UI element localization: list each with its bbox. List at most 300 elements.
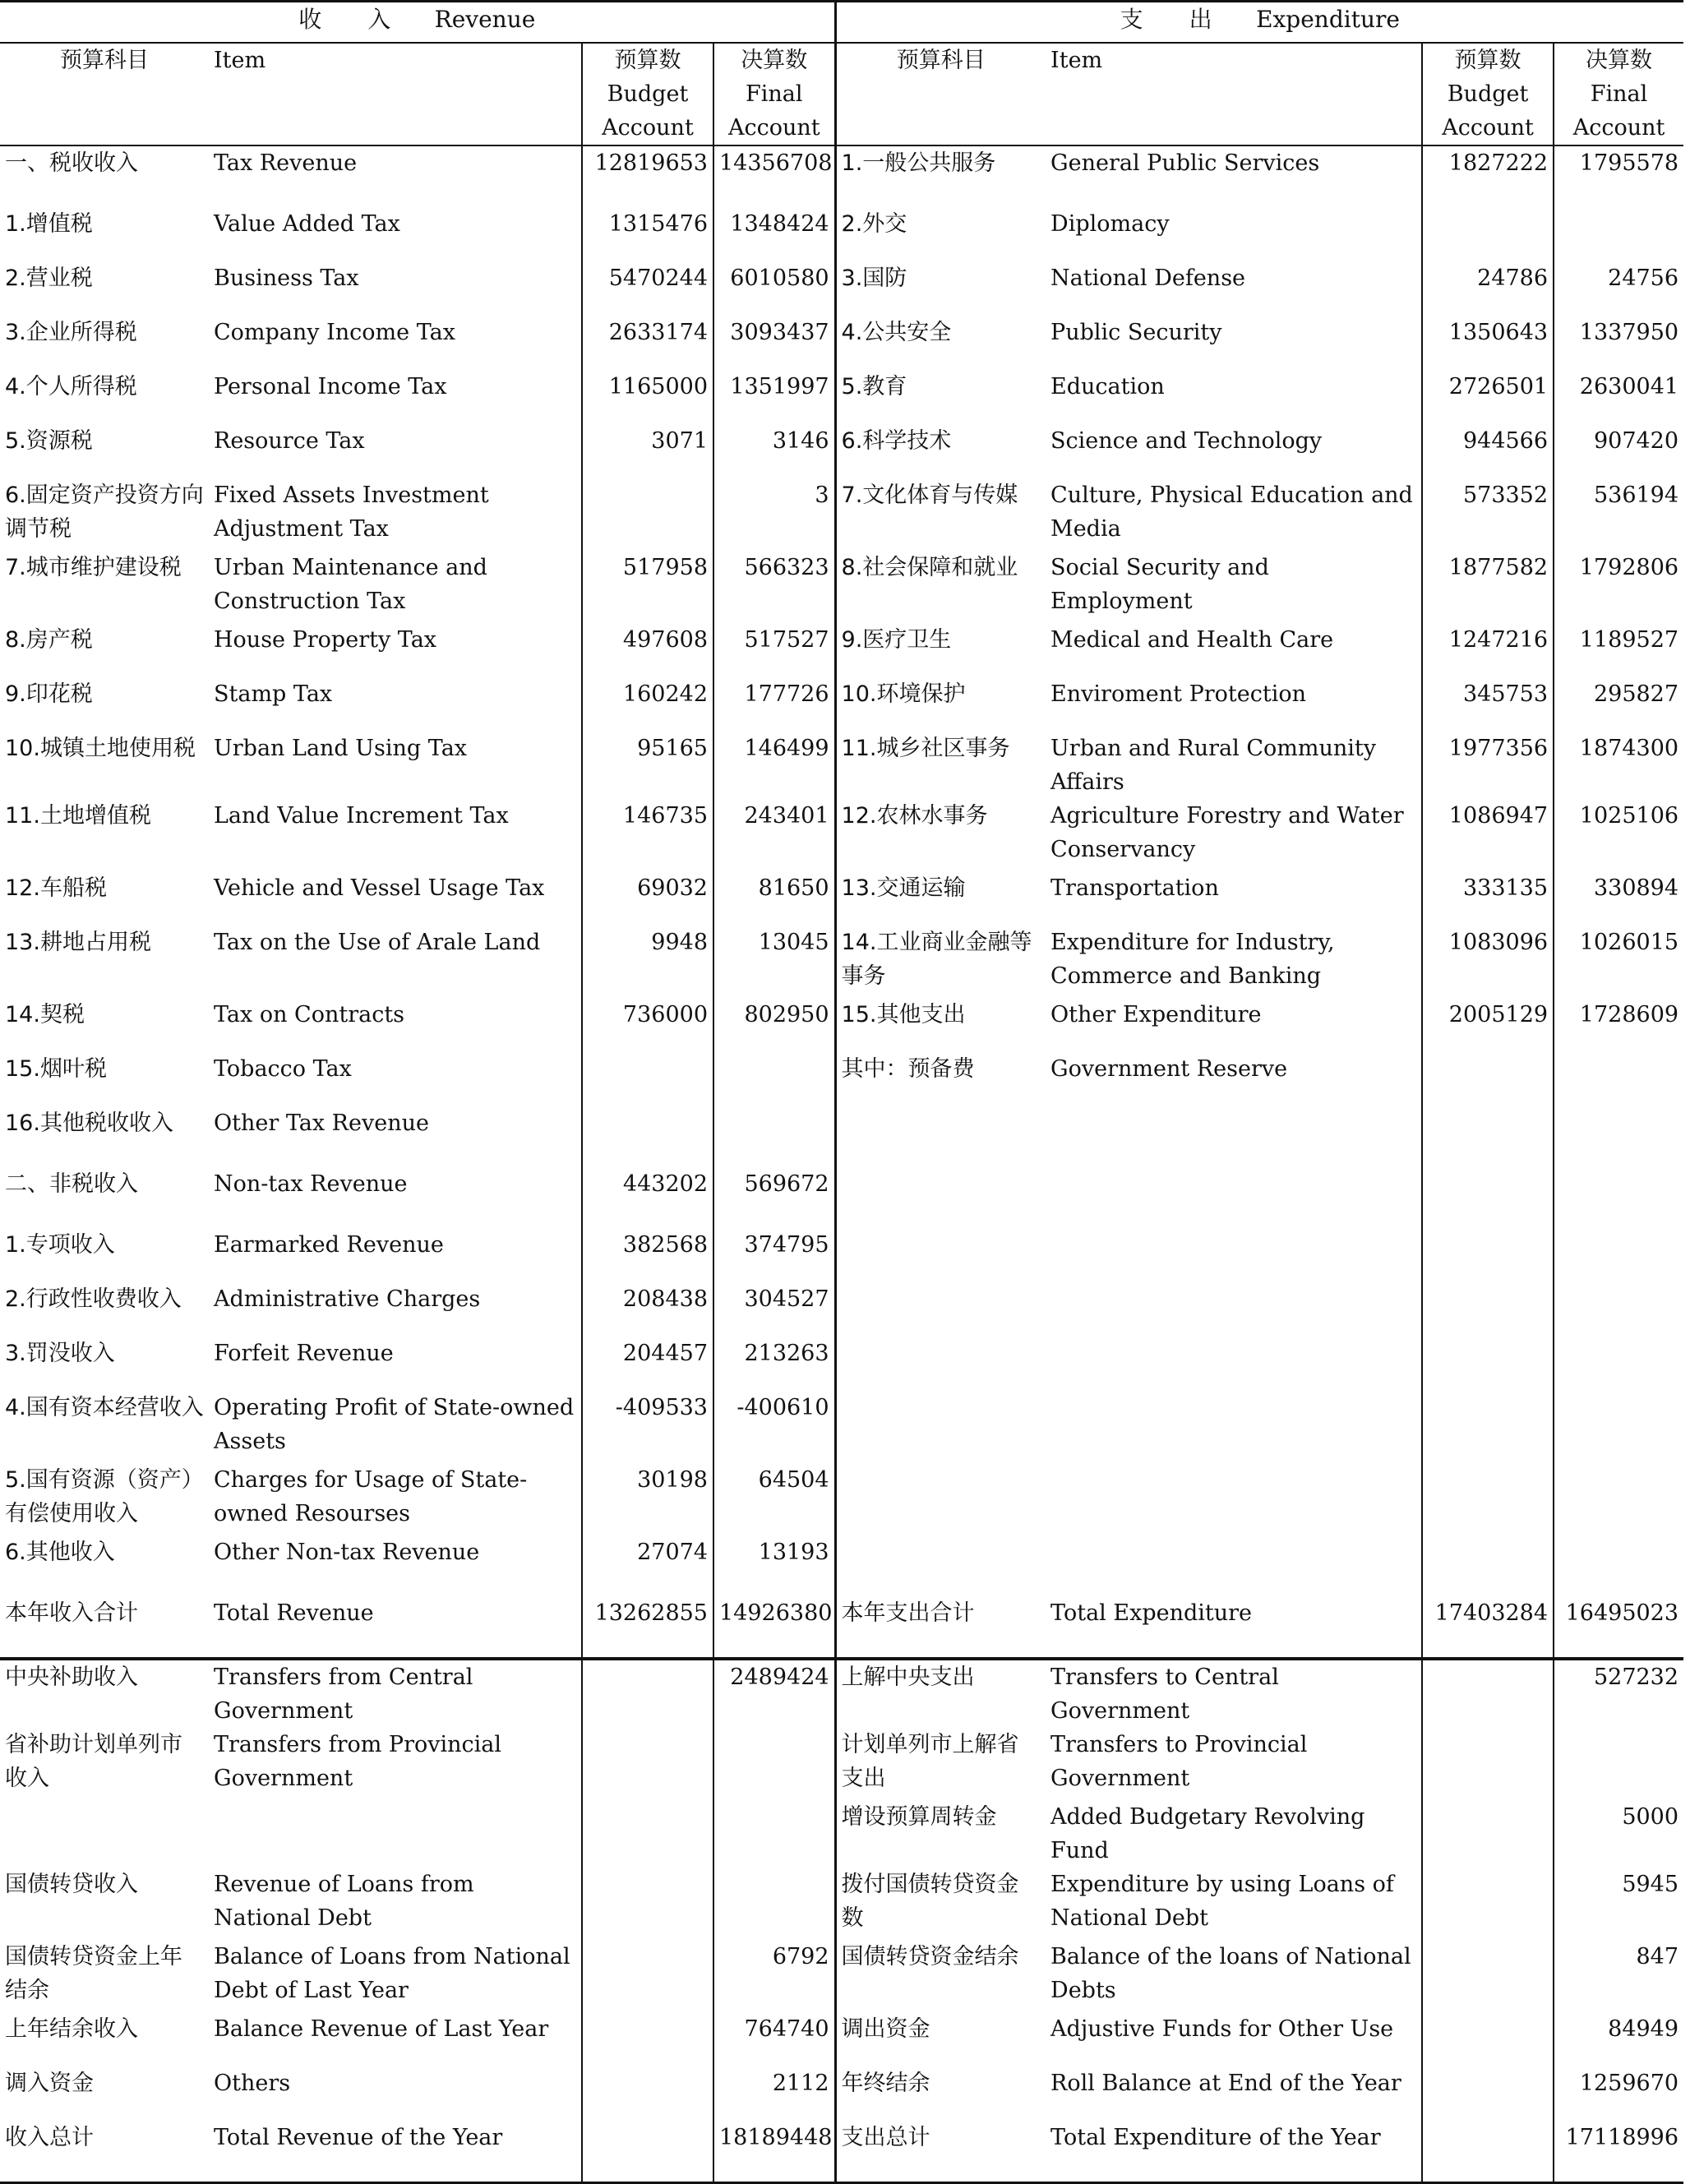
exp-subject-cell: 1.一般公共服务 — [841, 150, 996, 176]
transfer-row — [0, 1868, 1683, 1940]
exp-budget-cell: 2005129 — [1422, 998, 1554, 1052]
exp-final-en1: Final — [1590, 81, 1648, 107]
exp-budget-en2: Account — [1442, 114, 1534, 141]
exp-subject-cell — [835, 1337, 1046, 1391]
table-row — [0, 1282, 1683, 1337]
rev-subject-cell: 3.企业所得税 — [5, 319, 137, 345]
exp-final-cell: 527232 — [1554, 1659, 1683, 1728]
rev-subject-cell: 上年结余收入 — [5, 2015, 138, 2042]
table-row — [0, 370, 1683, 424]
exp-budget-cell — [1422, 1463, 1554, 1535]
exp-budget-cell — [1422, 1052, 1554, 1106]
rev-item-cell: Other Non-tax Revenue — [209, 1535, 582, 1596]
exp-subject-cell: 10.环境保护 — [841, 681, 966, 707]
exp-item-cell: Enviroment Protection — [1046, 677, 1422, 732]
exp-col-final — [1554, 43, 1683, 145]
exp-final-cell: 330894 — [1554, 871, 1683, 926]
table-row — [0, 623, 1683, 677]
total-rev-budget: 13262855 — [582, 1596, 713, 1659]
rev-subject-cell: 省补助计划单列市收入 — [5, 1731, 182, 1791]
table-row — [0, 1391, 1683, 1463]
exp-subject-cell: 13.交通运输 — [841, 875, 966, 901]
rev-item-cell: Operating Profit of State-owned Assets — [209, 1391, 582, 1463]
exp-final-cell: 295827 — [1554, 677, 1683, 732]
rev-item-cell: Tobacco Tax — [209, 1052, 582, 1106]
table-row — [0, 799, 1683, 871]
exp-budget-cell: 24786 — [1422, 261, 1554, 316]
table-row — [0, 1337, 1683, 1391]
total-exp-en: Total Expenditure — [1046, 1596, 1422, 1659]
exp-item-cell: Science and Technology — [1046, 424, 1422, 478]
exp-item-cell: Education — [1046, 370, 1422, 424]
rev-budget-cell: 3071 — [582, 424, 713, 478]
exp-final-cell: 1189527 — [1554, 623, 1683, 677]
exp-budget-cell: 1083096 — [1422, 926, 1554, 998]
rev-final-cell: 304527 — [713, 1282, 835, 1337]
rev-item-cell: Vehicle and Vessel Usage Tax — [209, 871, 582, 926]
rev-item-cell: House Property Tax — [209, 623, 582, 677]
rev-budget-cell — [582, 1728, 713, 1800]
rev-budget-cell: 160242 — [582, 677, 713, 732]
exp-budget-cell: 1086947 — [1422, 799, 1554, 871]
exp-final-cell: 1795578 — [1554, 145, 1683, 207]
rev-final-zh: 决算数 — [741, 47, 808, 73]
table-row — [0, 1167, 1683, 1228]
exp-item-cell — [1046, 1391, 1422, 1463]
section-header-row — [0, 2, 1683, 43]
rev-final-cell: 517527 — [713, 623, 835, 677]
table-row — [0, 732, 1683, 799]
rev-item-cell: Other Tax Revenue — [209, 1106, 582, 1167]
exp-item-cell: Other Expenditure — [1046, 998, 1422, 1052]
exp-final-cell: 2630041 — [1554, 370, 1683, 424]
rev-item-cell: Balance Revenue of Last Year — [209, 2012, 582, 2066]
rev-final-cell: 64504 — [713, 1463, 835, 1535]
rev-subject-cell: 调入资金 — [5, 2070, 94, 2096]
rev-budget-cell: 736000 — [582, 998, 713, 1052]
rev-subject-cell: 3.罚没收入 — [5, 1340, 115, 1366]
exp-budget-cell: 1350643 — [1422, 316, 1554, 370]
rev-subject-cell: 7.城市维护建设税 — [5, 554, 182, 580]
rev-final-cell: 13045 — [713, 926, 835, 998]
exp-subject-cell: 14.工业商业金融等事务 — [841, 929, 1032, 989]
exp-budget-cell: 1877582 — [1422, 551, 1554, 623]
exp-final-cell — [1554, 1167, 1683, 1228]
exp-item-cell — [1046, 1337, 1422, 1391]
rev-item-cell: Non-tax Revenue — [209, 1167, 582, 1228]
exp-subject-cell: 15.其他支出 — [841, 1001, 966, 1027]
exp-item-cell: Public Security — [1046, 316, 1422, 370]
exp-subject-cell — [835, 1228, 1046, 1282]
rev-final-cell: 802950 — [713, 998, 835, 1052]
rev-subject-cell: 5.资源税 — [5, 427, 93, 454]
exp-budget-zh: 预算数 — [1454, 47, 1521, 73]
rev-final-cell: 566323 — [713, 551, 835, 623]
exp-item-cell: Adjustive Funds for Other Use — [1046, 2012, 1422, 2066]
rev-budget-en2: Account — [602, 114, 694, 141]
rev-budget-cell: 27074 — [582, 1535, 713, 1596]
rev-subject-cell: 8.房产税 — [5, 626, 93, 653]
exp-item-cell — [1046, 1463, 1422, 1535]
exp-subject-cell: 增设预算周转金 — [841, 1803, 997, 1830]
rev-final-cell: 146499 — [713, 732, 835, 799]
rev-subject-cell: 4.个人所得税 — [5, 373, 137, 399]
exp-budget-cell: 1827222 — [1422, 145, 1554, 207]
exp-subject-cell: 其中：预备费 — [841, 1055, 975, 1082]
rev-subject-cell: 二、非税收入 — [5, 1170, 138, 1197]
exp-subject-cell — [835, 1463, 1046, 1535]
grand-exp-zh: 支出总计 — [841, 2124, 930, 2150]
exp-budget-cell — [1422, 1337, 1554, 1391]
exp-budget-cell — [1422, 1167, 1554, 1228]
table-row — [0, 871, 1683, 926]
table-row — [0, 478, 1683, 551]
table-row — [0, 551, 1683, 623]
exp-budget-cell: 573352 — [1422, 478, 1554, 551]
rev-item-cell: Transfers from Provincial Government — [209, 1728, 582, 1800]
rev-item-cell: Urban Land Using Tax — [209, 732, 582, 799]
expenditure-title-en: Expenditure — [1256, 6, 1400, 33]
rev-subject-cell: 2.营业税 — [5, 265, 93, 291]
rev-budget-cell — [582, 1868, 713, 1940]
exp-subject-cell: 年终结余 — [841, 2070, 930, 2096]
exp-budget-cell — [1422, 1228, 1554, 1282]
exp-budget-cell — [1422, 207, 1554, 261]
rev-final-cell: 374795 — [713, 1228, 835, 1282]
rev-subject-cell: 6.固定资产投资方向调节税 — [5, 482, 204, 542]
rev-budget-cell: 95165 — [582, 732, 713, 799]
rev-final-cell: 764740 — [713, 2012, 835, 2066]
exp-final-cell: 1025106 — [1554, 799, 1683, 871]
rev-item-cell: Urban Maintenance and Construction Tax — [209, 551, 582, 623]
rev-final-cell: 569672 — [713, 1167, 835, 1228]
rev-final-cell: 14356708 — [713, 145, 835, 207]
rev-final-cell: 177726 — [713, 677, 835, 732]
exp-final-cell: 24756 — [1554, 261, 1683, 316]
exp-item-cell — [1046, 1535, 1422, 1596]
total-rev-zh: 本年收入合计 — [5, 1600, 138, 1626]
rev-final-cell: 6792 — [713, 1940, 835, 2012]
rev-budget-cell — [582, 1940, 713, 2012]
rev-subject-cell: 2.行政性收费收入 — [5, 1286, 182, 1312]
rev-budget-cell: 443202 — [582, 1167, 713, 1228]
exp-item-cell: Culture, Physical Education and Media — [1046, 478, 1422, 551]
rev-item-cell: Business Tax — [209, 261, 582, 316]
exp-subject-cell — [835, 1391, 1046, 1463]
column-header-row — [0, 43, 1683, 145]
grand-exp-en: Total Expenditure of the Year — [1046, 2121, 1422, 2183]
exp-item-cell — [1046, 1106, 1422, 1167]
grand-rev-en: Total Revenue of the Year — [209, 2121, 582, 2183]
exp-subject-cell: 拨付国债转贷资金数 — [841, 1871, 1019, 1931]
exp-final-cell: 1792806 — [1554, 551, 1683, 623]
table-row — [0, 1106, 1683, 1167]
rev-final-cell: 243401 — [713, 799, 835, 871]
exp-col-item: Item — [1046, 43, 1422, 145]
exp-subject-cell: 2.外交 — [841, 210, 907, 237]
rev-item-cell — [209, 1800, 582, 1868]
rev-final-cell: 3 — [713, 478, 835, 551]
revenue-section-title — [0, 2, 835, 43]
rev-budget-cell — [582, 1659, 713, 1728]
exp-final-cell — [1554, 1337, 1683, 1391]
exp-col-budget — [1422, 43, 1554, 145]
rev-subject-cell: 6.其他收入 — [5, 1539, 115, 1565]
exp-final-en2: Account — [1572, 114, 1665, 141]
exp-budget-cell: 1977356 — [1422, 732, 1554, 799]
rev-budget-cell: 69032 — [582, 871, 713, 926]
exp-final-cell: 1874300 — [1554, 732, 1683, 799]
exp-item-cell: Transportation — [1046, 871, 1422, 926]
exp-subject-cell: 8.社会保障和就业 — [841, 554, 1018, 580]
rev-item-cell: Land Value Increment Tax — [209, 799, 582, 871]
exp-final-cell — [1554, 1728, 1683, 1800]
exp-item-cell: General Public Services — [1046, 145, 1422, 207]
rev-final-cell: 3093437 — [713, 316, 835, 370]
exp-final-cell — [1554, 1463, 1683, 1535]
rev-col-budget — [582, 43, 713, 145]
rev-budget-cell: 208438 — [582, 1282, 713, 1337]
rev-final-cell: 13193 — [713, 1535, 835, 1596]
exp-item-cell: Medical and Health Care — [1046, 623, 1422, 677]
exp-final-cell: 847 — [1554, 1940, 1683, 2012]
exp-item-cell: Diplomacy — [1046, 207, 1422, 261]
rev-budget-cell: 497608 — [582, 623, 713, 677]
table-row — [0, 1228, 1683, 1282]
rev-budget-cell — [582, 1800, 713, 1868]
exp-final-cell: 1259670 — [1554, 2066, 1683, 2121]
revenue-title-zh: 收 入 — [298, 6, 391, 33]
exp-budget-cell — [1422, 1728, 1554, 1800]
exp-subject-cell: 3.国防 — [841, 265, 907, 291]
rev-item-cell: Others — [209, 2066, 582, 2121]
exp-final-zh: 决算数 — [1586, 47, 1653, 73]
rev-final-en2: Account — [727, 114, 820, 141]
table-row — [0, 926, 1683, 998]
exp-budget-cell: 944566 — [1422, 424, 1554, 478]
table-row — [0, 145, 1683, 207]
main-rows — [0, 145, 1683, 1596]
total-exp-zh: 本年支出合计 — [841, 1600, 975, 1626]
exp-final-cell — [1554, 1282, 1683, 1337]
table-row — [0, 998, 1683, 1052]
exp-subject-cell: 计划单列市上解省支出 — [841, 1731, 1019, 1791]
rev-budget-cell — [582, 1052, 713, 1106]
rev-subject-cell: 中央补助收入 — [5, 1664, 138, 1690]
exp-item-cell: Urban and Rural Community Affairs — [1046, 732, 1422, 799]
rev-final-cell: 2112 — [713, 2066, 835, 2121]
exp-budget-cell: 2726501 — [1422, 370, 1554, 424]
rev-subject-cell — [0, 1800, 209, 1868]
exp-budget-cell — [1422, 2012, 1554, 2066]
exp-item-cell: Added Budgetary Revolving Fund — [1046, 1800, 1422, 1868]
rev-col-final — [713, 43, 835, 145]
table-row — [0, 316, 1683, 370]
transfer-row — [0, 1800, 1683, 1868]
totals-row — [0, 1596, 1683, 1659]
revenue-title-en: Revenue — [434, 6, 536, 33]
exp-subject-cell: 11.城乡社区事务 — [841, 735, 1010, 761]
exp-subject-cell: 9.医疗卫生 — [841, 626, 952, 653]
table-row — [0, 424, 1683, 478]
exp-item-cell — [1046, 1167, 1422, 1228]
rev-final-en1: Final — [746, 81, 803, 107]
rev-final-cell: 1348424 — [713, 207, 835, 261]
exp-item-cell: Roll Balance at End of the Year — [1046, 2066, 1422, 2121]
exp-final-cell — [1554, 1106, 1683, 1167]
rev-item-cell: Tax on the Use of Arale Land — [209, 926, 582, 998]
rev-item-cell: Balance of Loans from National Debt of Last Year — [209, 1940, 582, 2012]
transfer-row — [0, 1659, 1683, 1728]
transfer-row — [0, 2012, 1683, 2066]
exp-item-cell: Government Reserve — [1046, 1052, 1422, 1106]
exp-final-cell — [1554, 1535, 1683, 1596]
rev-item-cell: Administrative Charges — [209, 1282, 582, 1337]
rev-subject-cell: 12.车船税 — [5, 875, 107, 901]
rev-budget-cell: 517958 — [582, 551, 713, 623]
transfer-rows — [0, 1659, 1683, 2121]
rev-final-cell: -400610 — [713, 1391, 835, 1463]
exp-subject-cell — [835, 1535, 1046, 1596]
table-row — [0, 1463, 1683, 1535]
total-exp-final: 16495023 — [1554, 1596, 1683, 1659]
rev-budget-cell — [582, 2012, 713, 2066]
exp-subject-cell — [835, 1167, 1046, 1228]
transfer-row — [0, 2066, 1683, 2121]
exp-final-cell: 1337950 — [1554, 316, 1683, 370]
exp-item-cell: Balance of the loans of National Debts — [1046, 1940, 1422, 2012]
rev-budget-cell: 9948 — [582, 926, 713, 998]
exp-final-cell — [1554, 1391, 1683, 1463]
exp-item-cell: Social Security and Employment — [1046, 551, 1422, 623]
rev-col-item: Item — [209, 43, 582, 145]
total-exp-budget: 17403284 — [1422, 1596, 1554, 1659]
rev-subject-cell: 14.契税 — [5, 1001, 85, 1027]
rev-budget-cell: 204457 — [582, 1337, 713, 1391]
rev-item-cell: Revenue of Loans from National Debt — [209, 1868, 582, 1940]
rev-budget-cell — [582, 1106, 713, 1167]
rev-final-cell — [713, 1106, 835, 1167]
rev-item-cell: Tax Revenue — [209, 145, 582, 207]
exp-subject-cell: 12.农林水事务 — [841, 802, 988, 829]
rev-budget-cell: 5470244 — [582, 261, 713, 316]
exp-budget-cell — [1422, 1659, 1554, 1728]
exp-item-cell: National Defense — [1046, 261, 1422, 316]
rev-final-cell: 2489424 — [713, 1659, 835, 1728]
exp-item-cell: Transfers to Provincial Government — [1046, 1728, 1422, 1800]
rev-item-cell: Personal Income Tax — [209, 370, 582, 424]
rev-final-cell — [713, 1728, 835, 1800]
rev-final-cell: 213263 — [713, 1337, 835, 1391]
exp-budget-cell — [1422, 1940, 1554, 2012]
exp-final-cell — [1554, 1228, 1683, 1282]
exp-subject-cell — [835, 1106, 1046, 1167]
rev-item-cell: Resource Tax — [209, 424, 582, 478]
exp-subject-cell: 5.教育 — [841, 373, 907, 399]
rev-item-cell: Company Income Tax — [209, 316, 582, 370]
exp-final-cell: 5000 — [1554, 1800, 1683, 1868]
rev-subject-cell: 13.耕地占用税 — [5, 929, 151, 955]
exp-budget-cell — [1422, 1868, 1554, 1940]
exp-final-cell — [1554, 207, 1683, 261]
total-rev-en: Total Revenue — [209, 1596, 582, 1659]
expenditure-section-title — [835, 2, 1683, 43]
rev-item-cell: Tax on Contracts — [209, 998, 582, 1052]
exp-col-subject: 预算科目 — [896, 47, 986, 73]
rev-item-cell: Stamp Tax — [209, 677, 582, 732]
table-row — [0, 1535, 1683, 1596]
exp-budget-cell — [1422, 1535, 1554, 1596]
rev-budget-cell: 30198 — [582, 1463, 713, 1535]
exp-item-cell — [1046, 1228, 1422, 1282]
rev-final-cell: 81650 — [713, 871, 835, 926]
grand-rev-zh: 收入总计 — [5, 2124, 94, 2150]
grand-total-row — [0, 2121, 1683, 2183]
exp-budget-cell: 1247216 — [1422, 623, 1554, 677]
table-row — [0, 261, 1683, 316]
grand-exp-final: 17118996 — [1554, 2121, 1683, 2183]
rev-final-cell: 3146 — [713, 424, 835, 478]
rev-final-cell: 1351997 — [713, 370, 835, 424]
table-row — [0, 677, 1683, 732]
rev-subject-cell: 1.增值税 — [5, 210, 93, 237]
exp-subject-cell: 上解中央支出 — [841, 1664, 975, 1690]
rev-item-cell: Earmarked Revenue — [209, 1228, 582, 1282]
table-row — [0, 207, 1683, 261]
rev-final-cell: 6010580 — [713, 261, 835, 316]
rev-subject-cell: 4.国有资本经营收入 — [5, 1394, 204, 1420]
exp-subject-cell: 6.科学技术 — [841, 427, 952, 454]
rev-subject-cell: 5.国有资源（资产）有偿使用收入 — [5, 1466, 204, 1526]
exp-subject-cell: 7.文化体育与传媒 — [841, 482, 1018, 508]
rev-budget-cell: 2633174 — [582, 316, 713, 370]
rev-budget-cell — [582, 478, 713, 551]
exp-final-cell: 907420 — [1554, 424, 1683, 478]
exp-subject-cell: 调出资金 — [841, 2015, 930, 2042]
rev-subject-cell: 国债转贷收入 — [5, 1871, 138, 1897]
exp-budget-en1: Budget — [1447, 81, 1529, 107]
rev-subject-cell: 一、税收收入 — [5, 150, 138, 176]
exp-final-cell: 536194 — [1554, 478, 1683, 551]
rev-item-cell: Charges for Usage of State-owned Resourses — [209, 1463, 582, 1535]
rev-budget-cell: 1165000 — [582, 370, 713, 424]
exp-budget-cell — [1422, 1800, 1554, 1868]
grand-rev-budget — [582, 2121, 713, 2183]
rev-subject-cell: 国债转贷资金上年结余 — [5, 1943, 182, 2003]
rev-subject-cell: 1.专项收入 — [5, 1231, 115, 1258]
exp-final-cell: 1026015 — [1554, 926, 1683, 998]
exp-budget-cell: 345753 — [1422, 677, 1554, 732]
rev-item-cell: Fixed Assets Investment Adjustment Tax — [209, 478, 582, 551]
rev-col-subject: 预算科目 — [60, 47, 149, 73]
exp-subject-cell — [835, 1282, 1046, 1337]
exp-subject-cell: 国债转贷资金结余 — [841, 1943, 1019, 1969]
rev-subject-cell: 15.烟叶税 — [5, 1055, 107, 1082]
rev-final-cell — [713, 1800, 835, 1868]
rev-budget-cell: 12819653 — [582, 145, 713, 207]
rev-budget-cell: 1315476 — [582, 207, 713, 261]
exp-item-cell: Expenditure by using Loans of National Debt — [1046, 1868, 1422, 1940]
rev-subject-cell: 9.印花税 — [5, 681, 93, 707]
grand-exp-budget — [1422, 2121, 1554, 2183]
rev-subject-cell: 11.土地增值税 — [5, 802, 151, 829]
rev-budget-cell: 146735 — [582, 799, 713, 871]
table-row — [0, 1052, 1683, 1106]
rev-item-cell: Forfeit Revenue — [209, 1337, 582, 1391]
exp-item-cell: Agriculture Forestry and Water Conservancy — [1046, 799, 1422, 871]
exp-item-cell: Transfers to Central Government — [1046, 1659, 1422, 1728]
exp-item-cell: Expenditure for Industry, Commerce and Banking — [1046, 926, 1422, 998]
